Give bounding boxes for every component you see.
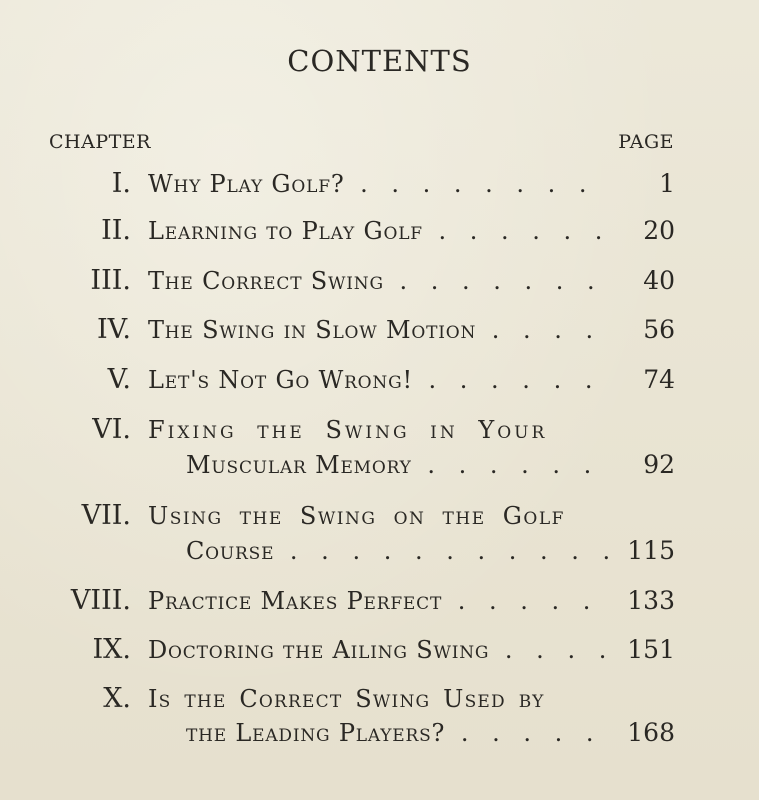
page-number: 20	[643, 216, 675, 245]
chapter-title-line: the Leading Players? . . .	[186, 716, 608, 750]
chapter-title-line: Learning to Play Golf . . .	[148, 214, 608, 248]
page-number: 74	[643, 365, 675, 394]
chapter-title-line: Practice Makes Perfect . . .	[148, 584, 608, 618]
chapter-title-line: The Swing in Slow Motion . . .	[148, 313, 608, 347]
chapter-title-line: The Correct Swing . . .	[148, 264, 608, 298]
page-column-header: PAGE	[618, 131, 674, 153]
chapter-numeral: VI.	[92, 414, 131, 445]
chapter-title-line: Doctoring the Ailing Swing . . .	[148, 633, 608, 667]
chapter-numeral: VII.	[81, 500, 131, 531]
chapter-numeral: IX.	[92, 634, 131, 665]
chapter-column-header: CHAPTER	[49, 131, 151, 153]
page-title: CONTENTS	[287, 44, 472, 78]
chapter-numeral: III.	[90, 265, 131, 296]
chapter-numeral: X.	[103, 683, 131, 714]
chapter-title-line: Fixing the Swing in Your	[148, 416, 548, 444]
chapter-title-line: Why Play Golf? . . .	[148, 167, 608, 201]
page-number: 168	[627, 718, 675, 747]
chapter-numeral: IV.	[96, 314, 131, 345]
page-number: 92	[643, 450, 675, 479]
chapter-title-line: Course . . .	[186, 534, 608, 568]
page-number: 151	[627, 635, 675, 664]
page-number: 133	[627, 586, 675, 615]
chapter-numeral: I.	[111, 168, 131, 199]
page-number: 115	[627, 536, 675, 565]
chapter-title-line: Is the Correct Swing Used by	[148, 685, 545, 713]
page-number: 1	[659, 169, 675, 198]
page-number: 40	[643, 266, 675, 295]
page-number: 56	[643, 315, 675, 344]
chapter-title-line: Let's Not Go Wrong! . . .	[148, 363, 608, 397]
chapter-title-line: Using the Swing on the Golf	[148, 502, 565, 530]
chapter-numeral: V.	[107, 364, 131, 395]
chapter-numeral: II.	[101, 215, 131, 246]
chapter-numeral: VIII.	[70, 585, 131, 616]
chapter-title-line: Muscular Memory . . .	[186, 448, 608, 482]
